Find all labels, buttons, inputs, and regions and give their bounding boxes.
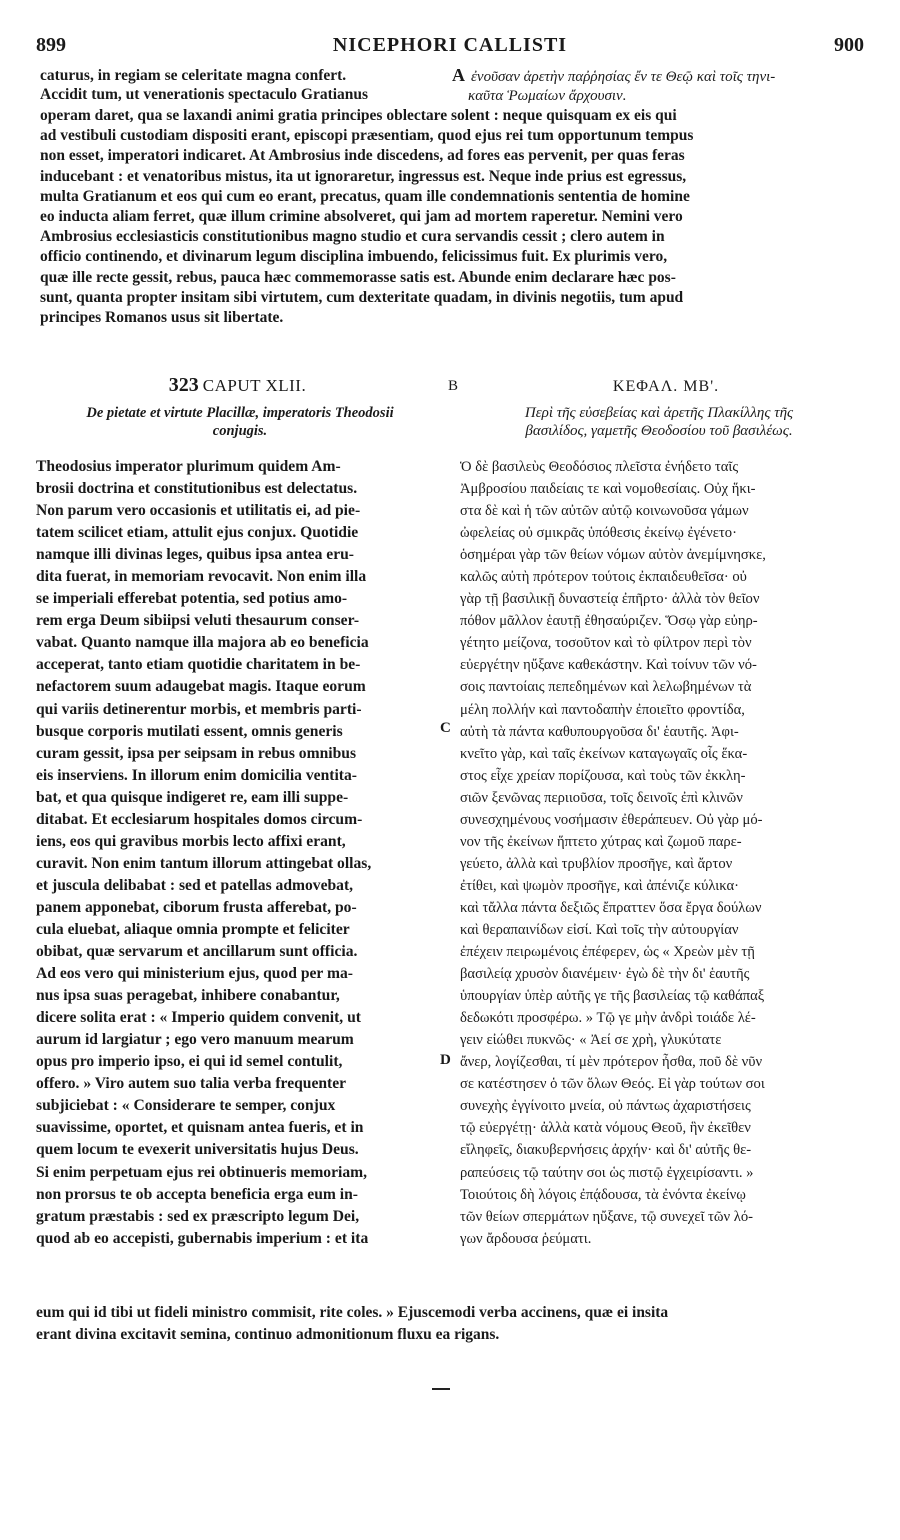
greek-text: ἐνοῦσαν ἀρετὴν παῤῥησίας ἔν τε Θεῷ καὶ τοῖς τηνι- bbox=[471, 69, 776, 85]
column-line: Si enim perpetuam ejus rei obtinueris memoriam, bbox=[36, 1163, 368, 1181]
column-line: σε κατέστησεν ὁ τῶν ὅλων Θεός. Εἰ γὰρ τούτων σοι bbox=[460, 1076, 765, 1093]
running-header bbox=[36, 34, 864, 60]
text-line: multa Gratianum et eos qui cum eo erant, precatus, quam ille condemnationis sententia de homine bbox=[40, 187, 690, 205]
text-line: officio continendo, et divinarum legum disciplina imbuendo, felicissimus fuit. Ex plurimis vero, bbox=[40, 248, 668, 266]
column-line: namque illi divinas leges, quibus ipsa antea eru- bbox=[36, 546, 355, 564]
text-line: operam daret, qua se laxandi animi gratia principes oblectare solent : neque quisquam ex eis qui bbox=[40, 107, 677, 124]
column-line: subjiciebat : « Considerare te semper, conjux bbox=[36, 1097, 336, 1115]
column-line: ditabat. Et ecclesiarum hospitales domos circum- bbox=[36, 810, 363, 828]
column-line: gratum præstabis : sed ex præscripto legum Dei, bbox=[36, 1207, 360, 1225]
latin-column bbox=[36, 456, 440, 1250]
text-line: eo inducta aliam ferret, quæ illum crimine absolveret, qui jam ad mortem raperetur. Nemini vero bbox=[40, 208, 683, 226]
column-line: Non parum vero occasionis et utilitatis ei, ad pie- bbox=[36, 502, 361, 520]
column-line: rem erga Deum sibiipsi veluti thesaurum conser- bbox=[36, 612, 360, 630]
chapter-subtitle-greek bbox=[455, 404, 863, 440]
subtitle-line: conjugis. bbox=[212, 423, 268, 439]
column-line: Τοιούτοις δὴ λόγοις ἐπᾴδουσα, τὰ ἐνόντα ἐκείνῳ bbox=[460, 1186, 746, 1203]
text-line: non esset, imperatori indicaret. At Ambrosius inde discedens, ad fores eas pervenit, per quas feras bbox=[40, 147, 685, 165]
column-line: γὰρ τῇ βασιλικῇ δυναστείᾳ ἐπῆρτο· ἀλλὰ τὸν θεῖον bbox=[460, 591, 760, 608]
column-line: tatem scilicet etiam, attulit ejus conjux. Quotidie bbox=[36, 524, 359, 542]
column-line: suavissime, oportet, et quisnam antea fueris, et in bbox=[36, 1119, 364, 1137]
end-rule bbox=[432, 1388, 450, 1390]
column-marker-c: C bbox=[440, 720, 451, 736]
column-line: panem apponebat, ciborum frusta afferebat, po- bbox=[36, 898, 357, 916]
column-line: συνεσχημένους νοσήμασιν ἐθεράπευεν. Οὐ γὰρ μό- bbox=[460, 811, 763, 828]
column-line: Theodosius imperator plurimum quidem Am- bbox=[36, 458, 341, 475]
column-marker-a: A bbox=[452, 65, 465, 85]
column-line: ὠφελείας οὐ σμικρᾶς ὑπόθεσις ἐκείνῳ ἐγένετο· bbox=[460, 525, 737, 542]
text-line: caturus, in regiam se celeritate magna confert. bbox=[40, 67, 347, 84]
text-line: ad vestibuli custodiam dispositi erant, episcopi præsentiam, quod ejus rei tum opportunum tempus bbox=[40, 127, 694, 145]
column-line: busque corporis mutilati essent, omnis generis bbox=[36, 722, 343, 740]
column-line: dita fuerat, in memoriam revocavit. Non enim illa bbox=[36, 568, 367, 586]
column-line: ὑπουργίαν ὑπὲρ αὐτῆς γε τῆς βασιλείας τῷ καθάπαξ bbox=[460, 988, 765, 1005]
column-line: στα δὲ καὶ ἡ τῶν αὐτῶν αὐτῷ κοινωνοῦσα γάμων bbox=[460, 503, 749, 520]
column-line: πόθον μᾶλλον ἑαυτῇ ἐθησαύριζεν. Ὅσῳ γὰρ εὐηρ- bbox=[460, 613, 758, 630]
column-line: nus ipsa suas peragebat, inhibere conabantur, bbox=[36, 987, 340, 1005]
column-line: κνεῖτο γὰρ, καὶ ταῖς ἐκείνων καταγωγαῖς οἷς ἕκα- bbox=[460, 745, 748, 762]
top-latin-paragraph bbox=[40, 106, 862, 328]
column-line: dicere solita erat : « Imperio quidem convenit, ut bbox=[36, 1009, 361, 1027]
page-number-right: 900 bbox=[834, 34, 864, 56]
column-line: γέτητο μείζονα, τοσοῦτον καὶ τὸ φίλτρον περὶ τὸν bbox=[460, 635, 752, 652]
column-marker-b: B bbox=[447, 378, 458, 394]
text-line: quæ ille recte gessit, rebus, pauca hæc commemorasse satis est. Abunde enim declarare hæc pos- bbox=[40, 268, 676, 286]
bottom-latin-paragraph bbox=[36, 1302, 864, 1346]
column-line: et juscula delibabat : sed et patellas admovebat, bbox=[36, 876, 354, 894]
column-line: αὐτὴ τὰ πάντα καθυπουργοῦσα δι' ἑαυτῆς. Ἀφι- bbox=[460, 723, 739, 740]
column-line: εὐεργέτην ηὔξανε καθεκάστην. Καὶ τοίνυν τῶν νό- bbox=[460, 657, 757, 674]
column-line: non prorsus te ob accepta beneficia erga eum in- bbox=[36, 1185, 358, 1203]
column-line: qui variis detinerentur morbis, et membris parti- bbox=[36, 700, 362, 718]
column-line: ὁσημέραι γὰρ τῶν θείων νόμων αὐτὸν ἀνεμίμνησκε, bbox=[460, 547, 766, 564]
text-line: eum qui id tibi ut fideli ministro commisit, rite coles. » Ejuscemodi verba accinens, quæ ei insita bbox=[36, 1304, 669, 1321]
column-line: acceperat, tanto etiam quotidie charitatem in be- bbox=[36, 656, 361, 674]
column-line: bat, et qua quisque indigeret re, eam illi suppe- bbox=[36, 788, 349, 806]
column-line: τῷ εὐεργέτῃ· ἀλλὰ κατὰ νόμους Θεοῦ, ἣν ἐκεῖθεν bbox=[460, 1120, 751, 1137]
text-line: erant divina excitavit semina, continuo admonitionum fluxu ea rigans. bbox=[36, 1326, 500, 1343]
column-line: δεδωκότι προσφέρω. » Τῷ γε μὴν ἀνδρὶ τοιάδε λέ- bbox=[460, 1010, 756, 1027]
column-line: quem locum te evexerit universitatis hujus Deus. bbox=[36, 1141, 359, 1159]
chapter-subtitle-latin bbox=[40, 404, 440, 440]
column-line: στος εἶχε χρείαν πορίζουσα, καὶ τοὺς τῶν ἐκκλη- bbox=[460, 767, 746, 784]
column-line: obibat, quæ servarum et ancillarum sunt officia. bbox=[36, 943, 358, 961]
column-line: vabat. Quanto namque illa majora ab eo beneficia bbox=[36, 634, 369, 652]
chapter-heading-latin bbox=[40, 374, 435, 397]
column-line: γων ἄρδουσα ῥεύματι. bbox=[460, 1230, 592, 1247]
column-line: γεύετο, ἀλλὰ καὶ τρυβλίον προσῆγε, καὶ ἄρτον bbox=[460, 855, 733, 872]
column-line: βασιλείᾳ χρυσὸν διανέμειν· ἐγὼ δὲ τὴν δι' ἑαυτῆς bbox=[460, 966, 750, 983]
page-number-left: 899 bbox=[36, 34, 66, 56]
column-line: brosii doctrina et constitutionibus est delectatus. bbox=[36, 480, 358, 498]
top-latin-lines bbox=[40, 66, 440, 104]
column-line: offero. » Viro autem suo talia verba frequenter bbox=[36, 1075, 347, 1093]
subtitle-line: Περὶ τῆς εὐσεβείας καὶ ἀρετῆς Πλακίλλης τῆς bbox=[524, 405, 794, 421]
running-title: NICEPHORI CALLISTI bbox=[332, 34, 568, 56]
column-line: ἐτίθει, καὶ ψωμὸν προσῆγε, καὶ ἀπένιζε κύλικα· bbox=[460, 877, 739, 894]
column-line: καὶ θεραπαινίδων εἰσί. Καὶ τοῖς τὴν αὐτουργίαν bbox=[460, 921, 739, 938]
column-line: iens, eos qui gravibus morbis lecto affixi erant, bbox=[36, 832, 346, 850]
column-line: ἐπέχειν πειρωμένοις ἐπέφερεν, ὡς « Χρεὼν μὲν τῇ bbox=[460, 944, 755, 961]
chapter-title-greek: ΚΕΦΑΛ. ΜΒ'. bbox=[612, 378, 720, 395]
column-line: se imperiali efferebat potentia, sed potius amo- bbox=[36, 590, 348, 608]
column-line: aurum id largiatur ; ego vero manuum mearum bbox=[36, 1031, 354, 1049]
column-line: Ὁ δὲ βασιλεὺς Θεοδόσιος πλεῖστα ἐνήδετο ταῖς bbox=[460, 459, 739, 475]
column-marker-d: D bbox=[440, 1052, 451, 1068]
chapter-number: 323 bbox=[168, 374, 199, 396]
column-line: ἄνερ, λογίζεσθαι, τί μὲν πρότερον ἦσθα, ποῦ δὲ νῦν bbox=[460, 1054, 763, 1071]
column-line: curavit. Non enim tantum illorum attingebat ollas, bbox=[36, 854, 372, 872]
greek-column bbox=[460, 456, 864, 1250]
column-line: γειν εἰώθει πυκνῶς· « Ἀεί σε χρὴ, γλυκύτατε bbox=[460, 1032, 722, 1049]
subtitle-line: De pietate et virtute Placillæ, imperatoris Theodosii bbox=[86, 405, 394, 421]
top-greek-lines bbox=[452, 66, 864, 106]
chapter-title-latin: CAPUT XLII. bbox=[202, 376, 307, 395]
column-line: Ἀμβροσίου παιδείαις τε καὶ νομοθεσίαις. Οὐχ ἥκι- bbox=[460, 481, 756, 498]
column-line: ραπεύσεις τῷ ταύτην σοι ὡς πιστῷ ἐγχειρίσαντι. » bbox=[460, 1164, 754, 1181]
text-line: principes Romanos usus sit libertate. bbox=[40, 309, 284, 327]
column-line: νον τῆς ἐκείνων ἥπτετο χύτρας καὶ ζωμοῦ παρε- bbox=[460, 833, 742, 850]
column-line: Ad eos vero qui ministerium ejus, quod per ma- bbox=[36, 965, 353, 983]
column-line: εἴληφεῖς, διακυβερνήσεις ἀρχήν· καὶ δι' αὐτῆς θε- bbox=[460, 1142, 752, 1159]
column-line: σοις παντοίαις πεπεδημένων καὶ λελωβημένων τὰ bbox=[460, 679, 752, 696]
text-line: inducebant : et venatoribus mistus, ita ut ignoraretur, ingressus est. Neque inde prius est egressus, bbox=[40, 167, 687, 185]
text-line: sunt, quanta propter insitam sibi virtutem, cum dexteritate quadam, in divinis negotiis, tum apud bbox=[40, 288, 684, 306]
column-line: eis inserviens. In illorum enim domicilia ventita- bbox=[36, 766, 357, 784]
column-line: καὶ τἄλλα πάντα δεξιῶς ἔπραττεν ὅσα ἔργα δούλων bbox=[460, 899, 762, 916]
column-line: τῶν θείων σπερμάτων ηὔξανε, τῷ συνεχεῖ τῶν λό- bbox=[460, 1208, 754, 1225]
column-line: σιῶν ξενῶνας περιιοῦσα, τοῖς δεινοῖς ἐπὶ κλινῶν bbox=[460, 789, 743, 806]
column-line: opus pro imperio ipso, ei qui id semel contulit, bbox=[36, 1053, 343, 1071]
column-line: cula eluebat, aliaque omnia prompte et feliciter bbox=[36, 920, 350, 938]
column-line: curam gessit, ipsa per seipsam in rebus omnibus bbox=[36, 744, 357, 762]
column-line: μέλη πολλήν καὶ παντοδαπὴν ἐποιεῖτο φροντίδα, bbox=[460, 701, 745, 718]
text-line: Accidit tum, ut venerationis spectaculo Gratianus bbox=[40, 86, 369, 103]
column-line: καλῶς αὐτὴ πρότερον τούτοις ἐκπαιδευθεῖσα· οὐ bbox=[460, 569, 747, 586]
column-line: nefactorem suum adaugebat magis. Itaque eorum bbox=[36, 678, 366, 696]
text-line bbox=[452, 66, 864, 87]
text-line: καῦτα Ῥωμαίων ἄρχουσιν. bbox=[468, 88, 627, 104]
column-line: quod ab eo accepisti, gubernabis imperium : et ita bbox=[36, 1229, 369, 1247]
subtitle-line: βασιλίδος, γαμετῆς Θεοδοσίου τοῦ βασιλέως. bbox=[525, 423, 793, 439]
column-line: συνεχὴς ἐγγίνοιτο μνεία, οὐ πάντως ἀχαριστήσεις bbox=[460, 1098, 751, 1115]
text-line: Ambrosius ecclesiasticis constitutionibus magno studio et cura servandis cessit ; clero autem in bbox=[40, 228, 665, 246]
